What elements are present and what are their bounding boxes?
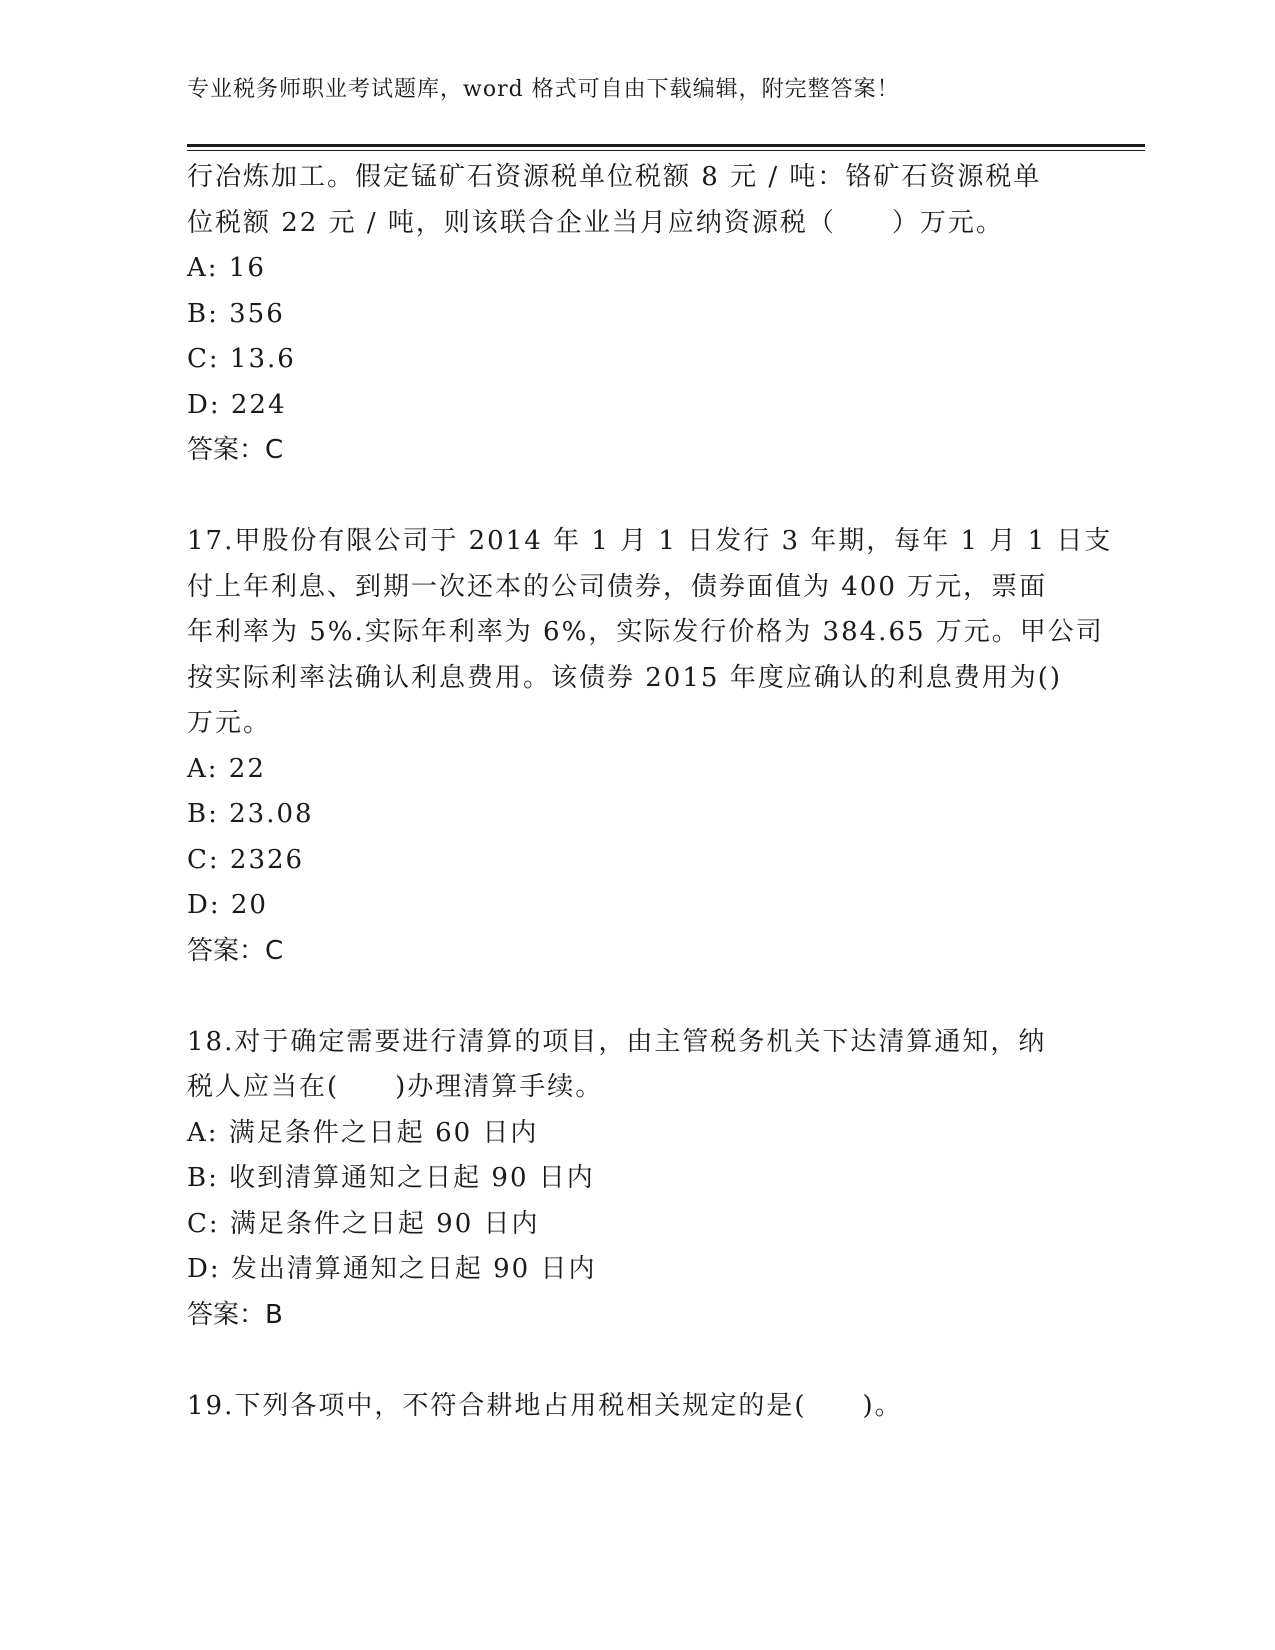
- spacer: [187, 1338, 1077, 1384]
- question-stem-line: 18.对于确定需要进行清算的项目，由主管税务机关下达清算通知，纳: [187, 1026, 1047, 1057]
- question-stem-line: 万元。: [187, 708, 272, 738]
- header-rule-thick: [187, 144, 1145, 147]
- spacer: [187, 974, 1077, 1020]
- question-stem-line: 按实际利率法确认利息费用。该债券 2015 年度应确认的利息费用为(): [187, 662, 1062, 693]
- question-18: [187, 1020, 1077, 1339]
- question-16: [187, 155, 1077, 474]
- header-rule-thin: [187, 150, 1145, 151]
- option-d: D: 20: [187, 890, 268, 920]
- question-stem-line: 年利率为 5%.实际年利率为 6%，实际发行价格为 384.65 万元。甲公司: [187, 617, 1104, 647]
- page-header: 专业税务师职业考试题库，word 格式可自由下载编辑，附完整答案！: [187, 77, 900, 102]
- question-stem-line: 17.甲股份有限公司于 2014 年 1 月 1 日发行 3 年期，每年 1 月 1 日支: [187, 526, 1113, 556]
- option-d: D: 发出清算通知之日起 90 日内: [187, 1254, 597, 1284]
- question-stem-line: 行冶炼加工。假定锰矿石资源税单位税额 8 元 / 吨：铬矿石资源税单: [187, 162, 1042, 192]
- option-c: C: 13.6: [187, 344, 296, 374]
- option-a: A: 22: [187, 753, 266, 784]
- option-c: C: 2326: [187, 844, 305, 875]
- answer: 答案：B: [187, 1299, 283, 1330]
- question-17: [187, 519, 1113, 974]
- option-d: D: 224: [187, 389, 287, 420]
- question-stem-line: 付上年利息、到期一次还本的公司债券，债券面值为 400 万元，票面: [187, 571, 1048, 602]
- document-body: [187, 155, 1113, 1429]
- option-b: B: 23.08: [187, 799, 314, 829]
- question-19: [187, 1384, 1077, 1430]
- answer: 答案：C: [187, 935, 284, 966]
- option-a: A: 16: [187, 253, 266, 283]
- spacer: [187, 474, 1077, 520]
- option-c: C: 满足条件之日起 90 日内: [187, 1208, 540, 1239]
- question-stem-line: 位税额 22 元 / 吨，则该联合企业当月应纳资源税（ ）万元。: [187, 207, 1004, 238]
- question-stem-line: 19.下列各项中，不符合耕地占用税相关规定的是( )。: [187, 1390, 903, 1421]
- option-a: A: 满足条件之日起 60 日内: [187, 1117, 539, 1148]
- option-b: B: 收到清算通知之日起 90 日内: [187, 1163, 595, 1193]
- answer: 答案：C: [187, 435, 284, 465]
- question-stem-line: 税人应当在( )办理清算手续。: [187, 1072, 604, 1102]
- option-b: B: 356: [187, 298, 285, 329]
